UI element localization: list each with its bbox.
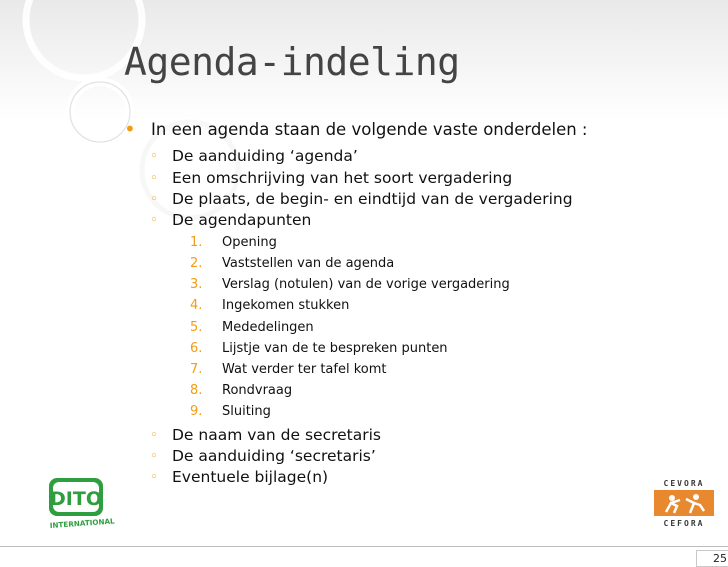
list-item-text: Eventuele bijlage(n) bbox=[172, 468, 329, 486]
footer-divider bbox=[0, 546, 728, 547]
agenda-point-number: 6. bbox=[190, 341, 203, 356]
circle-bullet-icon: ◦ bbox=[150, 192, 158, 207]
agenda-point-text: Rondvraag bbox=[222, 383, 293, 398]
dito-logo-text: DITO bbox=[50, 488, 102, 510]
slide-title: Agenda-indeling bbox=[124, 40, 460, 84]
cevora-logo-bottom: CEFORA bbox=[663, 519, 705, 528]
list-item-text: De aanduiding ‘secretaris’ bbox=[172, 447, 376, 465]
agenda-point-text: Ingekomen stukken bbox=[222, 298, 350, 313]
page-number: 25 bbox=[696, 550, 728, 567]
dito-logo-subtext: INTERNATIONAL bbox=[49, 516, 115, 530]
agenda-point-text: Verslag (notulen) van de vorige vergadering bbox=[222, 277, 510, 292]
agenda-point-number: 1. bbox=[190, 235, 203, 250]
list-item-text: De agendapunten bbox=[172, 211, 312, 229]
intro-text: In een agenda staan de volgende vaste onderdelen : bbox=[151, 120, 588, 139]
agenda-point-number: 3. bbox=[190, 277, 203, 292]
list-item-text: De naam van de secretaris bbox=[172, 426, 382, 444]
agenda-point-number: 8. bbox=[190, 383, 203, 398]
list-item-text: De aanduiding ‘agenda’ bbox=[172, 147, 358, 165]
dito-logo bbox=[47, 476, 119, 532]
cevora-logo bbox=[652, 478, 716, 528]
agenda-point-number: 4. bbox=[190, 298, 203, 313]
circle-bullet-icon: ◦ bbox=[150, 213, 158, 228]
agenda-point-number: 7. bbox=[190, 362, 203, 377]
bullet-icon: • bbox=[124, 117, 136, 141]
cevora-logo-top: CEVORA bbox=[663, 479, 705, 488]
list-item-text: Een omschrijving van het soort vergadering bbox=[172, 169, 513, 187]
circle-bullet-icon: ◦ bbox=[150, 428, 158, 443]
circle-bullet-icon: ◦ bbox=[150, 171, 158, 186]
agenda-point-text: Sluiting bbox=[222, 404, 271, 419]
circle-bullet-icon: ◦ bbox=[150, 470, 158, 485]
agenda-point-number: 2. bbox=[190, 256, 203, 271]
agenda-point-text: Lijstje van de te bespreken punten bbox=[222, 341, 448, 356]
agenda-point-text: Vaststellen van de agenda bbox=[222, 256, 395, 271]
agenda-point-text: Wat verder ter tafel komt bbox=[222, 362, 387, 377]
agenda-point-text: Opening bbox=[222, 235, 277, 250]
agenda-point-number: 9. bbox=[190, 404, 203, 419]
agenda-point-text: Mededelingen bbox=[222, 320, 314, 335]
agenda-point-number: 5. bbox=[190, 320, 203, 335]
list-item-text: De plaats, de begin- en eindtijd van de vergadering bbox=[172, 190, 573, 208]
circle-bullet-icon: ◦ bbox=[150, 449, 158, 464]
circle-bullet-icon: ◦ bbox=[150, 149, 158, 164]
